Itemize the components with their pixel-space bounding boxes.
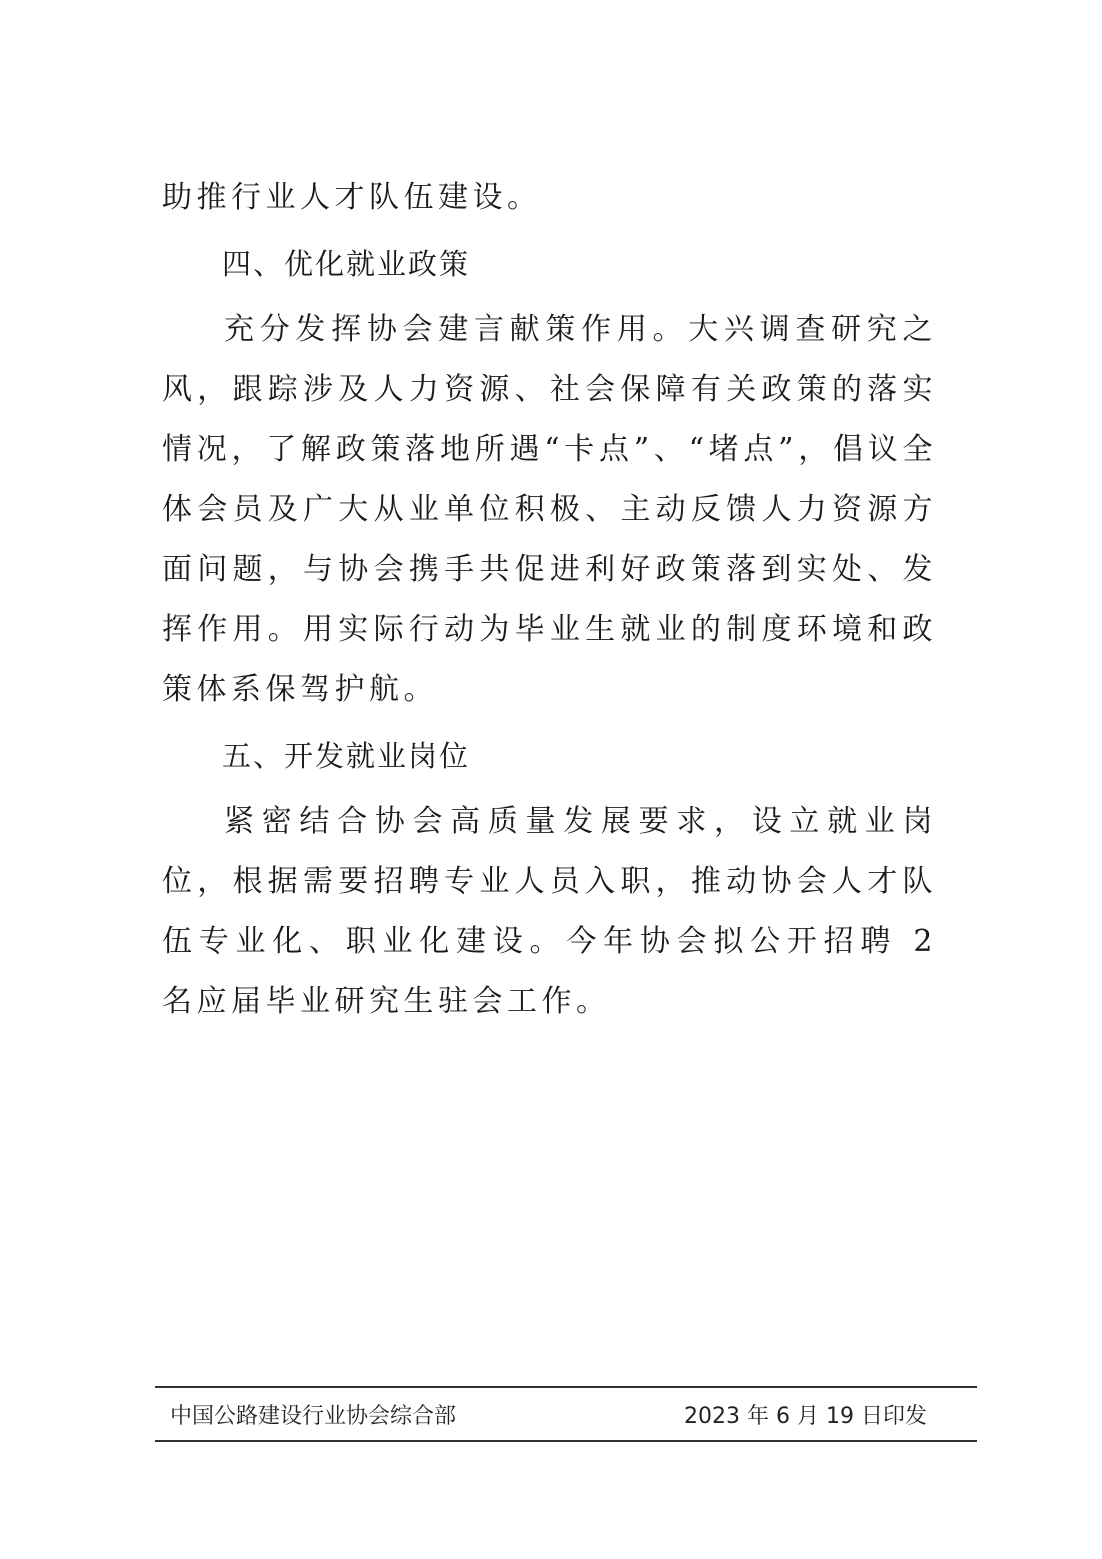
footer-date: 2023 年 6 月 19 日印发 — [684, 1403, 927, 1429]
document-body — [162, 168, 937, 1032]
paragraph-section-5: 紧密结合协会高质量发展要求，设立就业岗位，根据需要招聘专业人员入职，推动协会人才队伍专业化、职业化建设。今年协会拟公开招聘 2 名应届毕业研究生驻会工作。 — [162, 804, 937, 1019]
footer-bottom-rule — [155, 1440, 977, 1442]
paragraph-intro-tail: 助推行业人才队伍建设。 — [162, 180, 542, 215]
paragraph-section-4: 充分发挥协会建言献策作用。大兴调查研究之风，跟踪涉及人力资源、社会保障有关政策的落实情况，了解政策落地所遇“卡点”、“堵点”，倡议全体会员及广大从业单位积极、主动反馈人力资源方面问题，与协会携手共促进利好政策落到实处、发挥作用。用实际行动为毕业生就业的制度环境和政策体系保驾护航。 — [162, 312, 937, 707]
section-heading-5: 五、开发就业岗位 — [222, 739, 471, 773]
footer-issuer: 中国公路建设行业协会综合部 — [170, 1403, 457, 1429]
footer-row — [155, 1388, 977, 1440]
section-heading-4: 四、优化就业政策 — [222, 247, 471, 281]
issuance-footer — [155, 1386, 977, 1442]
